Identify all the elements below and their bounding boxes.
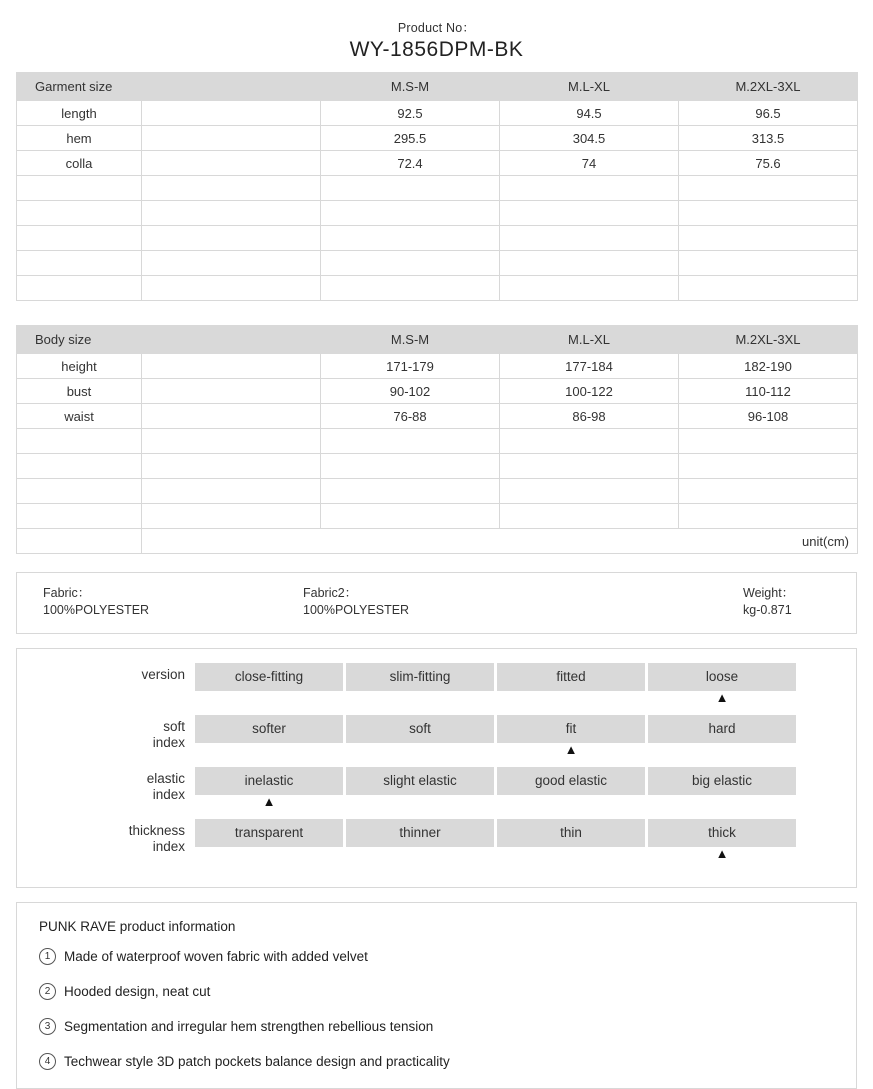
selection-marker-icon: ▲: [715, 690, 729, 705]
column-header: M.L-XL: [500, 326, 679, 354]
cell: 86-98: [500, 404, 679, 429]
index-option[interactable]: [195, 663, 343, 707]
index-label-line2: index: [152, 787, 185, 802]
cell: 74: [500, 151, 679, 176]
index-option-label[interactable]: thin: [497, 819, 645, 847]
cell: 90-102: [321, 379, 500, 404]
index-option[interactable]: [346, 663, 494, 707]
table-row-empty: [17, 251, 858, 276]
table-row-empty: [17, 429, 858, 454]
cell: 177-184: [500, 354, 679, 379]
numbered-bullet-icon: 3: [39, 1018, 56, 1035]
selection-marker-icon: [648, 795, 796, 811]
table-row: [17, 126, 858, 151]
table-row-empty: [17, 504, 858, 529]
list-item-text: Hooded design, neat cut: [64, 984, 211, 999]
fabric2-value: 100%POLYESTER: [303, 603, 410, 617]
fabric2-block: [303, 585, 409, 619]
index-option[interactable]: [346, 715, 494, 759]
row-label: bust: [17, 379, 142, 404]
weight-label: Weight：: [743, 586, 795, 600]
index-option-label[interactable]: big elastic: [648, 767, 796, 795]
index-option[interactable]: [648, 715, 796, 759]
selection-marker-icon: [195, 691, 343, 707]
cell: 110-112: [679, 379, 858, 404]
index-label: [17, 819, 195, 855]
table-row-empty: [17, 176, 858, 201]
list-item: [39, 948, 856, 965]
selection-marker-icon: ▲: [715, 846, 729, 861]
index-label: [17, 663, 195, 683]
index-option[interactable]: [346, 767, 494, 811]
index-option[interactable]: [497, 819, 645, 863]
index-label-line2: index: [152, 839, 185, 854]
index-option-label[interactable]: thick: [648, 819, 796, 847]
cell: 75.6: [679, 151, 858, 176]
index-option-label[interactable]: softer: [195, 715, 343, 743]
row-label: height: [17, 354, 142, 379]
list-item: [39, 1018, 856, 1035]
numbered-bullet-icon: 1: [39, 948, 56, 965]
index-label-line1: soft: [163, 719, 185, 734]
row-label: colla: [17, 151, 142, 176]
selection-marker-icon: [497, 847, 645, 863]
index-option-label[interactable]: fitted: [497, 663, 645, 691]
index-option-label[interactable]: transparent: [195, 819, 343, 847]
unit-label: unit(cm): [142, 529, 858, 554]
selection-marker-icon: [346, 691, 494, 707]
table-row: [17, 101, 858, 126]
index-option-label[interactable]: soft: [346, 715, 494, 743]
cell: [142, 404, 321, 429]
table-row-empty: [17, 479, 858, 504]
index-option[interactable]: [195, 767, 343, 811]
numbered-bullet-icon: 2: [39, 983, 56, 1000]
index-label-line2: index: [152, 735, 185, 750]
selection-marker-icon: [195, 847, 343, 863]
cell: 100-122: [500, 379, 679, 404]
index-option-label[interactable]: fit: [497, 715, 645, 743]
selection-marker-icon: [346, 795, 494, 811]
weight-block: [743, 585, 794, 619]
body-size-table: [16, 325, 858, 554]
page-header: [16, 0, 857, 62]
index-option[interactable]: [497, 663, 645, 707]
selection-marker-icon: [346, 743, 494, 759]
product-information-box: [16, 902, 857, 1089]
index-option-label[interactable]: inelastic: [195, 767, 343, 795]
row-label: waist: [17, 404, 142, 429]
index-option[interactable]: [497, 767, 645, 811]
index-row-elastic: [17, 767, 856, 819]
index-option[interactable]: [195, 819, 343, 863]
column-header: M.L-XL: [500, 73, 679, 101]
cell: [142, 354, 321, 379]
index-option[interactable]: [648, 819, 796, 863]
index-label-line1: elastic: [146, 771, 185, 786]
column-header: M.2XL-3XL: [679, 73, 858, 101]
table-row-empty: [17, 454, 858, 479]
table-row-empty: [17, 276, 858, 301]
table-row-empty: [17, 201, 858, 226]
fabric1-value: 100%POLYESTER: [43, 603, 150, 617]
selection-marker-icon: [195, 743, 343, 759]
table-header-row: [17, 326, 858, 354]
table-row: [17, 354, 858, 379]
index-option-label[interactable]: slight elastic: [346, 767, 494, 795]
index-row-soft: [17, 715, 856, 767]
cell: 76-88: [321, 404, 500, 429]
index-option[interactable]: [497, 715, 645, 759]
table-header-row: [17, 73, 858, 101]
list-item-text: Segmentation and irregular hem strengthen rebellious tension: [64, 1019, 434, 1034]
row-label: length: [17, 101, 142, 126]
index-label: [17, 767, 195, 803]
cell: 96.5: [679, 101, 858, 126]
list-item-text: Made of waterproof woven fabric with added velvet: [64, 949, 368, 964]
column-header: M.S-M: [321, 73, 500, 101]
cell: 94.5: [500, 101, 679, 126]
cell: [142, 151, 321, 176]
cell: 295.5: [321, 126, 500, 151]
fabric1-label: Fabric：: [43, 586, 91, 600]
index-option-label[interactable]: close-fitting: [195, 663, 343, 691]
column-header: M.2XL-3XL: [679, 326, 858, 354]
cell: [142, 126, 321, 151]
selection-marker-icon: [346, 847, 494, 863]
index-option[interactable]: [346, 819, 494, 863]
index-label-line1: version: [141, 667, 185, 682]
index-option-label[interactable]: slim-fitting: [346, 663, 494, 691]
index-rating-box: [16, 648, 857, 888]
selection-marker-icon: ▲: [564, 742, 578, 757]
weight-value: kg-0.871: [743, 603, 792, 617]
index-label: [17, 715, 195, 751]
index-option-label[interactable]: hard: [648, 715, 796, 743]
column-header: M.S-M: [321, 326, 500, 354]
cell: 313.5: [679, 126, 858, 151]
table-row-empty: [17, 226, 858, 251]
selection-marker-icon: [648, 743, 796, 759]
product-no-value: WY-1856DPM-BK: [349, 38, 524, 61]
cell: [142, 379, 321, 404]
index-option-label[interactable]: loose: [648, 663, 796, 691]
index-option[interactable]: [648, 663, 796, 707]
cell: 92.5: [321, 101, 500, 126]
index-row-version: [17, 663, 856, 715]
numbered-bullet-icon: 4: [39, 1053, 56, 1070]
table-row: [17, 379, 858, 404]
selection-marker-icon: [497, 795, 645, 811]
cell: 304.5: [500, 126, 679, 151]
list-item-text: Techwear style 3D patch pockets balance design and practicality: [64, 1054, 450, 1069]
index-row-thickness: [17, 819, 856, 871]
row-label: hem: [17, 126, 142, 151]
cell: 72.4: [321, 151, 500, 176]
product-no-label: Product No：: [397, 21, 476, 35]
list-item: [39, 983, 856, 1000]
cell: [142, 101, 321, 126]
index-option[interactable]: [648, 767, 796, 811]
index-option-label[interactable]: good elastic: [497, 767, 645, 795]
list-item: [39, 1053, 856, 1070]
fabric1-block: [43, 585, 149, 619]
selection-marker-icon: [497, 691, 645, 707]
index-option-label[interactable]: thinner: [346, 819, 494, 847]
info-title: PUNK RAVE product information: [39, 919, 236, 934]
cell: 171-179: [321, 354, 500, 379]
index-option[interactable]: [195, 715, 343, 759]
selection-marker-icon: ▲: [262, 794, 276, 809]
table-row-unit: [17, 529, 858, 554]
index-label-line1: thickness: [128, 823, 185, 838]
table-row: [17, 404, 858, 429]
fabric2-label: Fabric2：: [303, 586, 358, 600]
cell: 182-190: [679, 354, 858, 379]
fabric-info-box: [16, 572, 857, 634]
column-header: Body size: [17, 326, 321, 354]
garment-size-table: [16, 72, 858, 301]
table-row: [17, 151, 858, 176]
column-header: Garment size: [17, 73, 321, 101]
cell: 96-108: [679, 404, 858, 429]
